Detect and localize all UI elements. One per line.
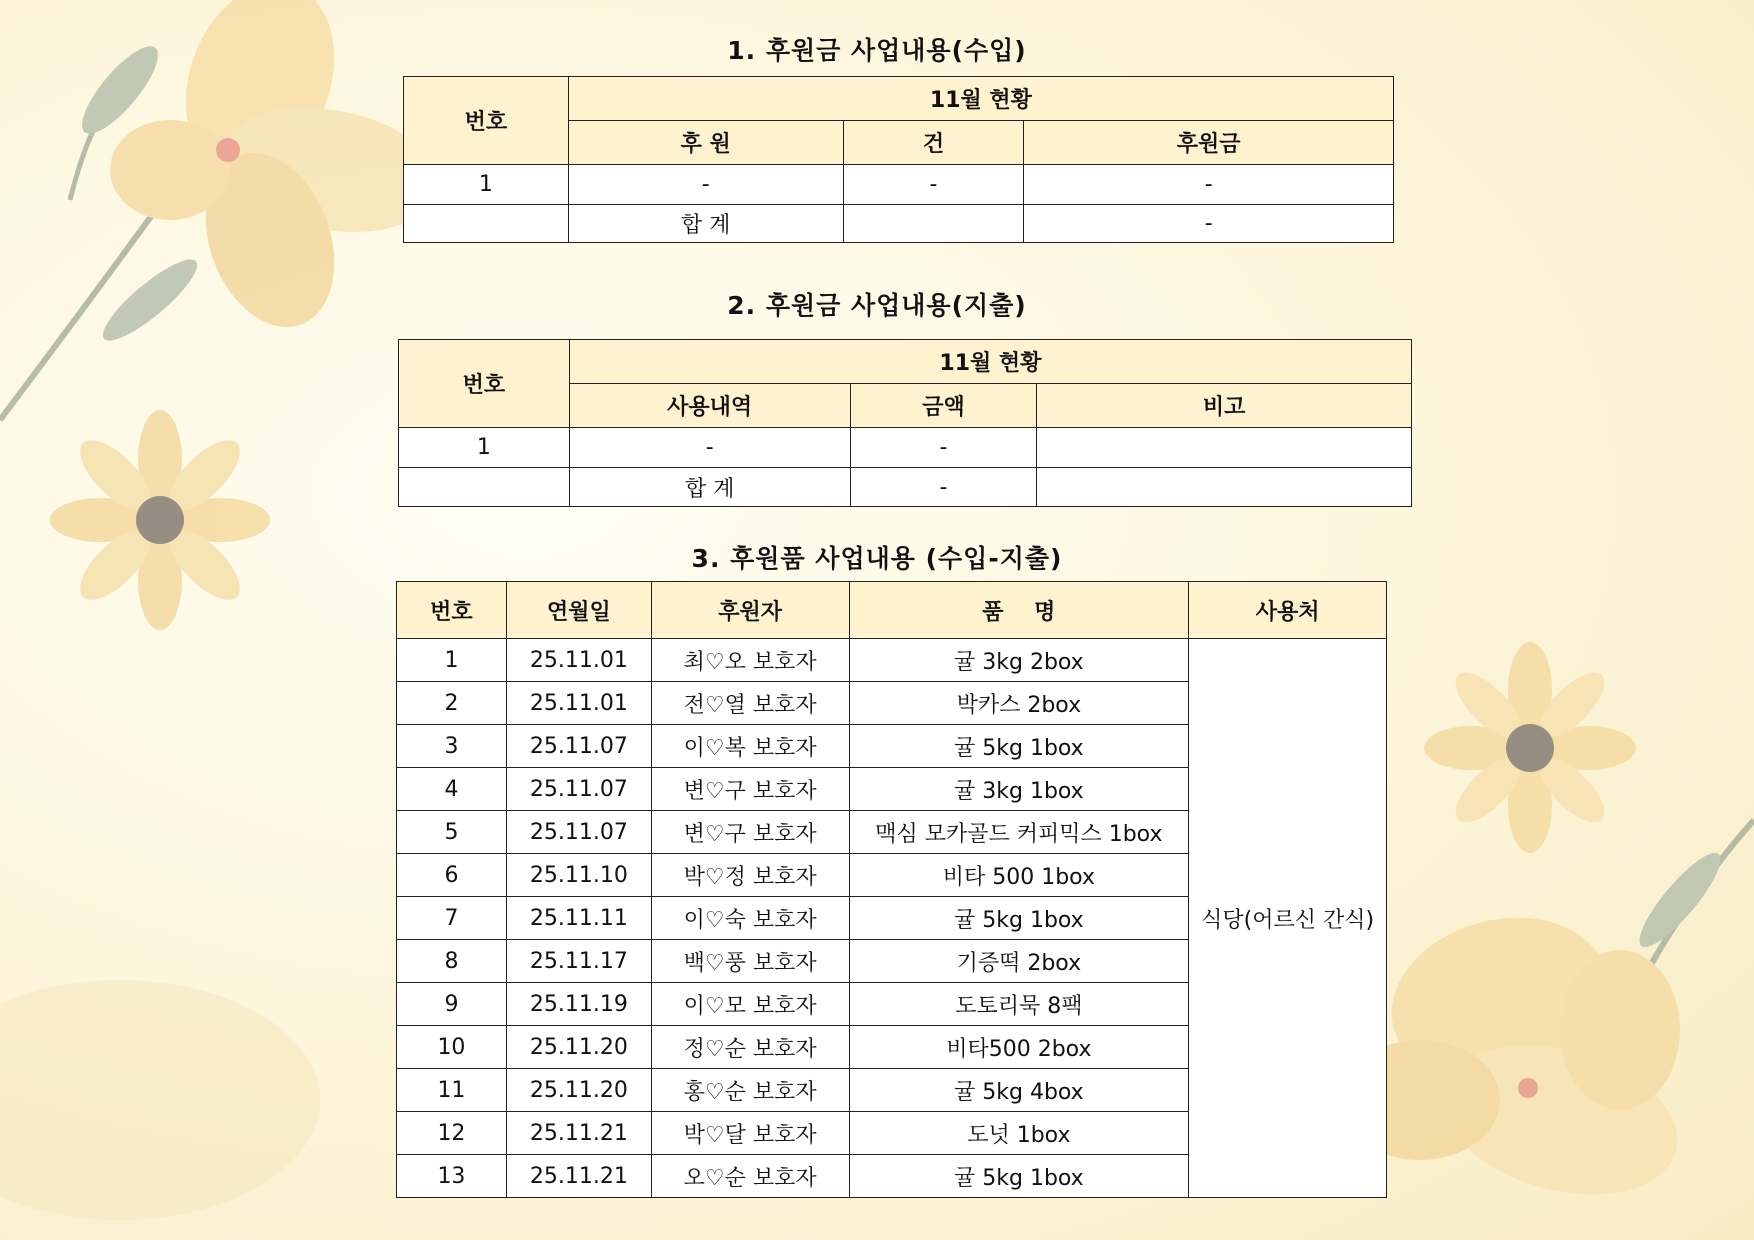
cell-item: 비타 500 1box: [849, 854, 1189, 897]
header-no: 번호: [397, 582, 507, 639]
cell-date: 25.11.20: [506, 1026, 651, 1069]
cell-date: 25.11.01: [506, 639, 651, 682]
cell-sponsor: -: [568, 165, 843, 205]
cell-item: 귤 5kg 1box: [849, 1155, 1189, 1198]
table-row: [399, 428, 1412, 468]
cell-donor: 박♡정 보호자: [651, 854, 849, 897]
cell-no: 6: [397, 854, 507, 897]
cell-no: 11: [397, 1069, 507, 1112]
cell-date: 25.11.19: [506, 983, 651, 1026]
cell-item: 귤 3kg 1box: [849, 768, 1189, 811]
cell-item: 귤 5kg 1box: [849, 725, 1189, 768]
header-usage: 사용내역: [569, 384, 850, 428]
header-item: 품 명: [849, 582, 1189, 639]
cell-donor: 이♡모 보호자: [651, 983, 849, 1026]
cell-date: 25.11.07: [506, 725, 651, 768]
total-row: [399, 468, 1412, 507]
expense-table: [398, 339, 1412, 507]
cell-empty: [404, 205, 569, 243]
cell-donor: 변♡구 보호자: [651, 811, 849, 854]
header-status: 11월 현황: [568, 77, 1393, 121]
cell-donor: 정♡순 보호자: [651, 1026, 849, 1069]
cell-usage: -: [569, 428, 850, 468]
section2-title: 2. 후원금 사업내용(지출): [727, 291, 1027, 320]
cell-usage-place: 식당(어르신 간식): [1189, 639, 1387, 1198]
header-amount: 금액: [850, 384, 1037, 428]
total-amount: -: [1024, 205, 1394, 243]
cell-date: 25.11.11: [506, 897, 651, 940]
total-label: 합 계: [568, 205, 843, 243]
cell-no: 8: [397, 940, 507, 983]
cell-item: 도토리묵 8팩: [849, 983, 1189, 1026]
cell-donor: 홍♡순 보호자: [651, 1069, 849, 1112]
cell-no: 1: [397, 639, 507, 682]
cell-no: 1: [404, 165, 569, 205]
cell-no: 10: [397, 1026, 507, 1069]
table-row: [404, 165, 1394, 205]
total-amount: -: [850, 468, 1037, 507]
header-no: 번호: [404, 77, 569, 165]
section3-title: 3. 후원품 사업내용 (수입-지출): [691, 544, 1063, 573]
total-note: [1037, 468, 1412, 507]
table-row: [397, 639, 1387, 682]
header-count: 건: [843, 121, 1024, 165]
cell-donor: 오♡순 보호자: [651, 1155, 849, 1198]
cell-date: 25.11.21: [506, 1155, 651, 1198]
income-table: [403, 76, 1394, 243]
cell-no: 7: [397, 897, 507, 940]
cell-item: 기증떡 2box: [849, 940, 1189, 983]
cell-item: 귤 5kg 4box: [849, 1069, 1189, 1112]
cell-date: 25.11.10: [506, 854, 651, 897]
total-count: [843, 205, 1024, 243]
cell-no: 4: [397, 768, 507, 811]
cell-amount: -: [1024, 165, 1394, 205]
cell-date: 25.11.07: [506, 768, 651, 811]
cell-item: 박카스 2box: [849, 682, 1189, 725]
cell-item: 도넛 1box: [849, 1112, 1189, 1155]
cell-empty: [399, 468, 570, 507]
cell-date: 25.11.21: [506, 1112, 651, 1155]
header-donor: 후원자: [651, 582, 849, 639]
cell-no: 13: [397, 1155, 507, 1198]
cell-donor: 백♡풍 보호자: [651, 940, 849, 983]
cell-date: 25.11.20: [506, 1069, 651, 1112]
cell-date: 25.11.07: [506, 811, 651, 854]
header-date: 연월일: [506, 582, 651, 639]
cell-amount: -: [850, 428, 1037, 468]
cell-no: 1: [399, 428, 570, 468]
cell-item: 귤 3kg 2box: [849, 639, 1189, 682]
cell-count: -: [843, 165, 1024, 205]
cell-donor: 변♡구 보호자: [651, 768, 849, 811]
cell-item: 비타500 2box: [849, 1026, 1189, 1069]
cell-no: 3: [397, 725, 507, 768]
header-note: 비고: [1037, 384, 1412, 428]
total-label: 합 계: [569, 468, 850, 507]
cell-no: 9: [397, 983, 507, 1026]
cell-item: 귤 5kg 1box: [849, 897, 1189, 940]
cell-date: 25.11.01: [506, 682, 651, 725]
cell-no: 5: [397, 811, 507, 854]
cell-donor: 최♡오 보호자: [651, 639, 849, 682]
cell-item: 맥심 모카골드 커피믹스 1box: [849, 811, 1189, 854]
header-sponsor: 후 원: [568, 121, 843, 165]
header-no: 번호: [399, 340, 570, 428]
donated-goods-table: [396, 581, 1387, 1198]
cell-date: 25.11.17: [506, 940, 651, 983]
total-row: [404, 205, 1394, 243]
cell-donor: 이♡복 보호자: [651, 725, 849, 768]
cell-donor: 전♡열 보호자: [651, 682, 849, 725]
cell-donor: 박♡달 보호자: [651, 1112, 849, 1155]
cell-note: [1037, 428, 1412, 468]
header-status: 11월 현황: [569, 340, 1411, 384]
header-usage: 사용처: [1189, 582, 1387, 639]
cell-donor: 이♡숙 보호자: [651, 897, 849, 940]
header-amount: 후원금: [1024, 121, 1394, 165]
section1-title: 1. 후원금 사업내용(수입): [727, 36, 1027, 65]
cell-no: 12: [397, 1112, 507, 1155]
cell-no: 2: [397, 682, 507, 725]
